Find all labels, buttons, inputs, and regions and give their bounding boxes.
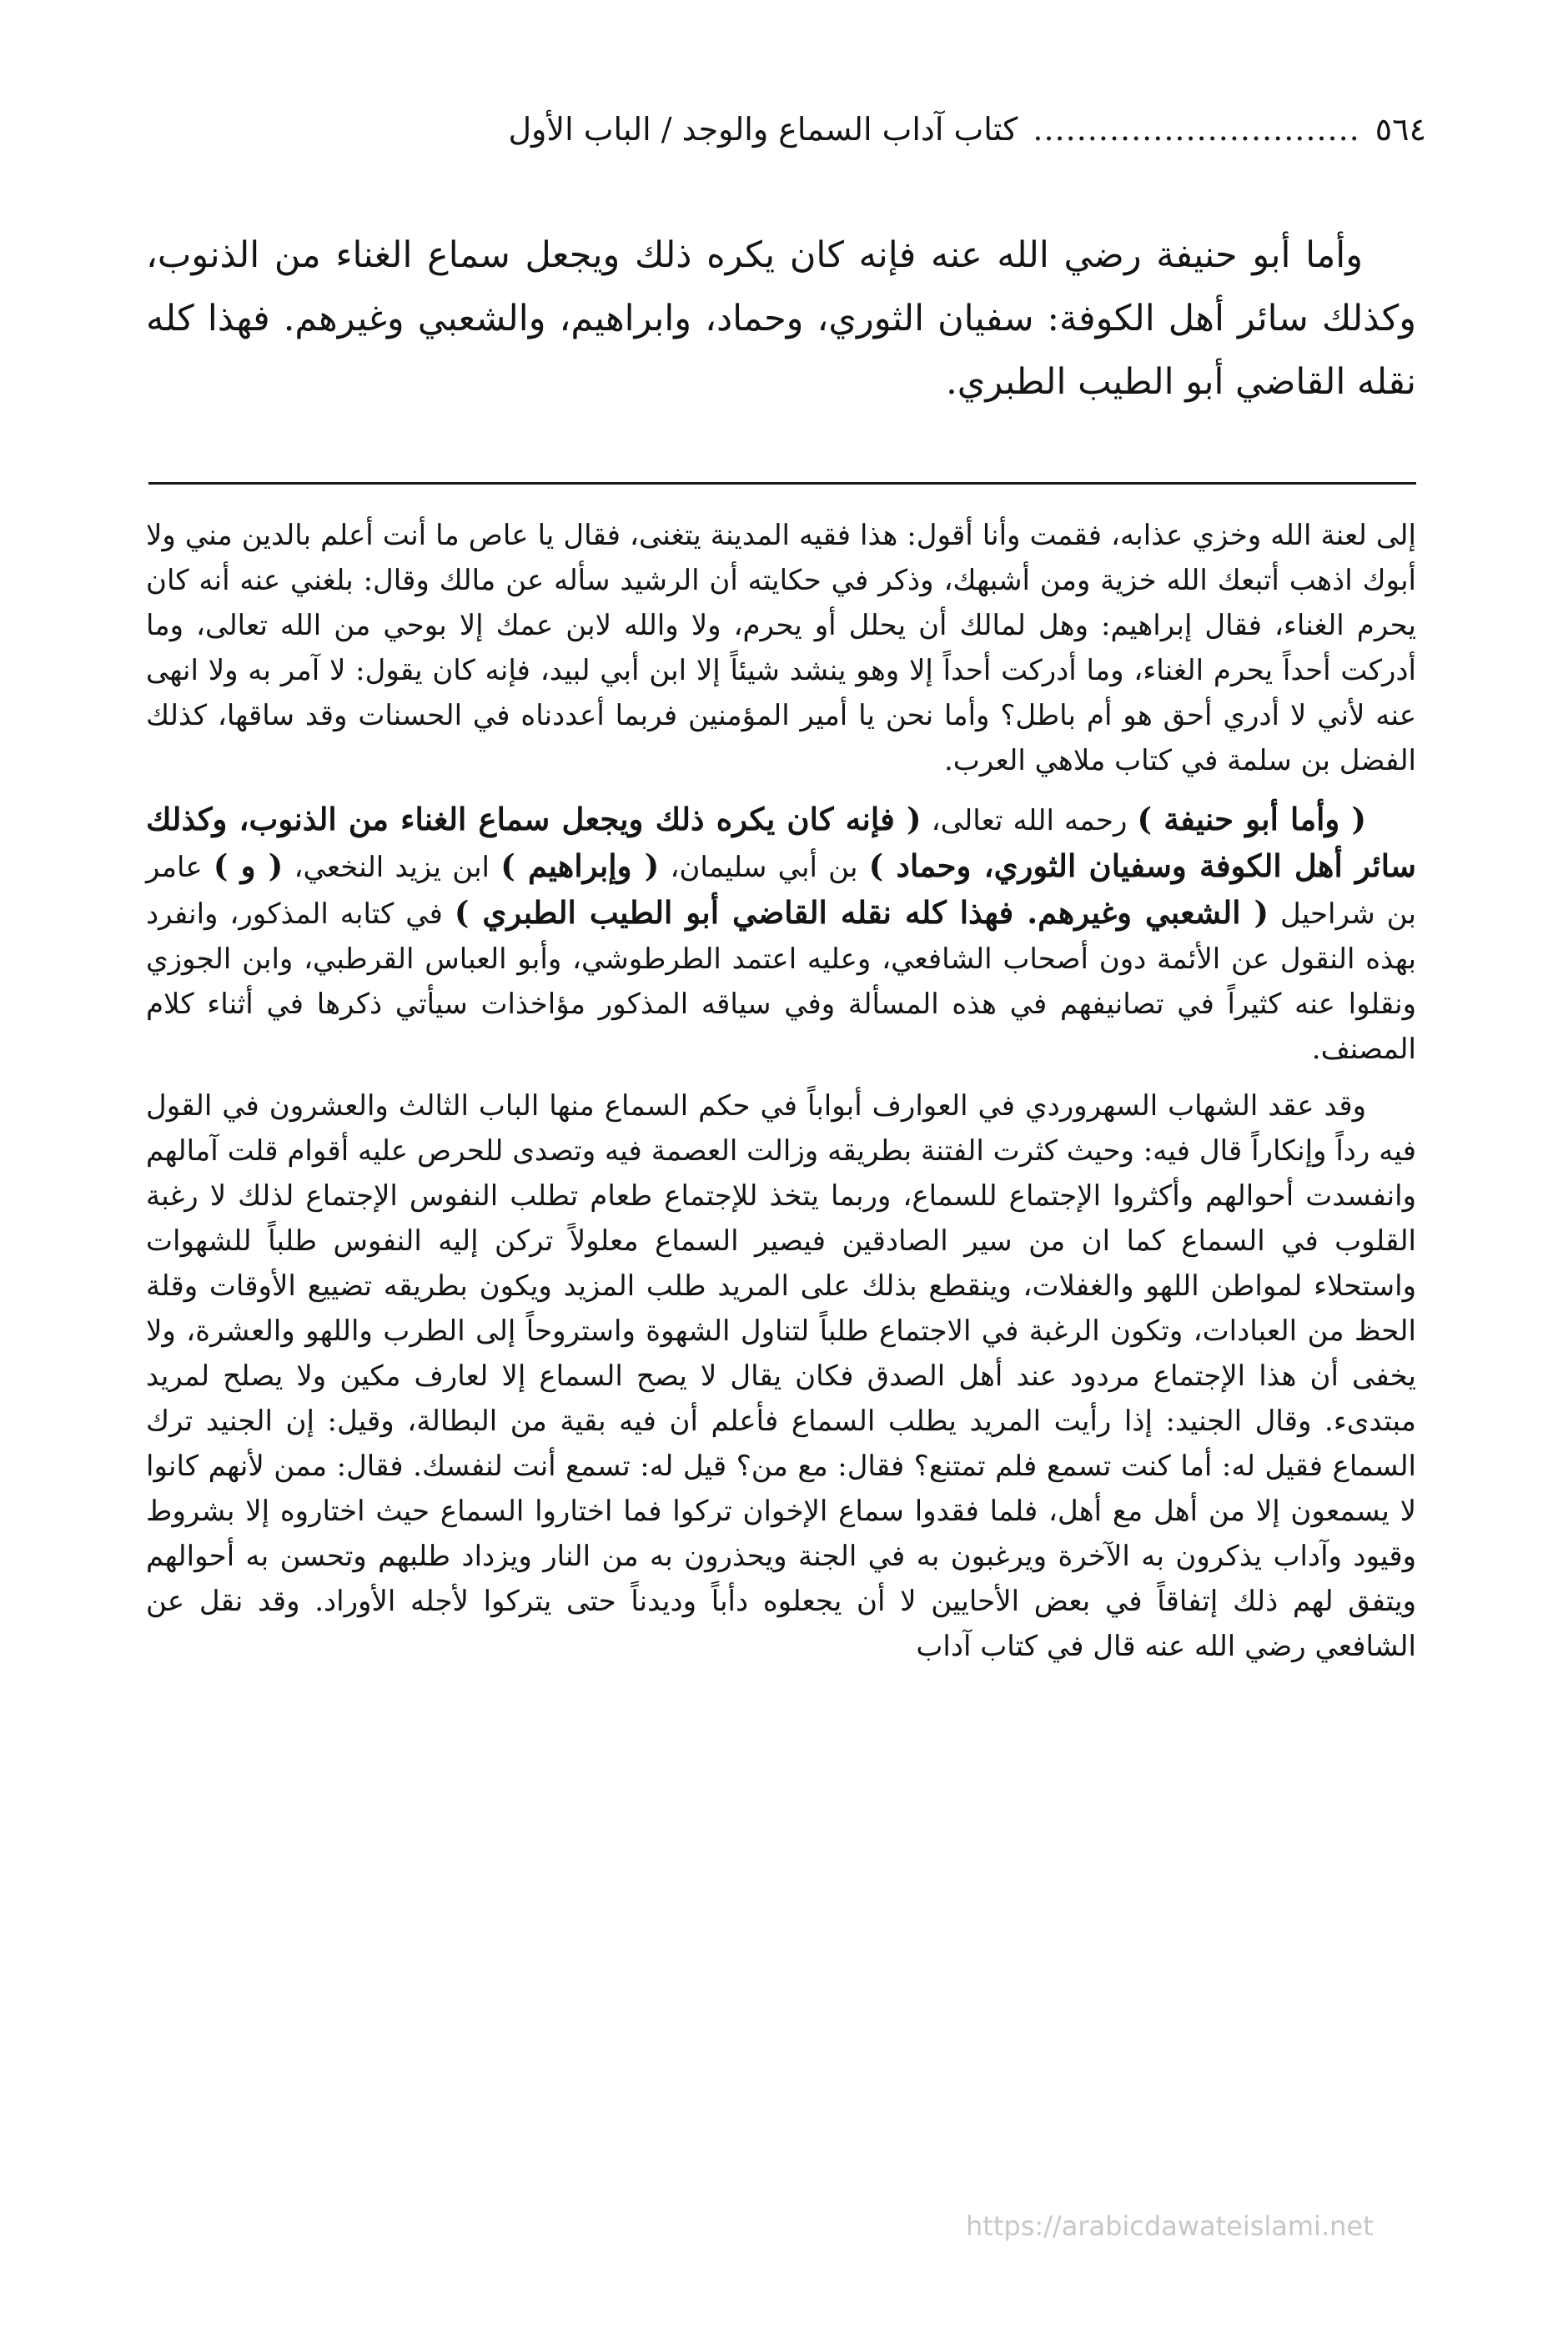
commentary-text: رحمه الله تعالى، bbox=[921, 804, 1138, 837]
quoted-matn: ( وأما أبو حنيفة ) bbox=[1137, 801, 1366, 837]
commentary-text: عامر بن شراحيل bbox=[146, 851, 1417, 931]
source-watermark: https://arabicdawateislami.net bbox=[966, 2210, 1374, 2242]
commentary-paragraph: إلى لعنة الله وخزي عذابه، فقمت وأنا أقول: هذا فقيه المدينة يتغنى، فقال يا عاص ما أنت أعلم بالدين مني ولا أبوك اذهب أتبعك الله خزية ومن أشبهك، وذكر في حكايته أن الرشيد سأله عن مالك وقال: بلغني عنه أنه كان يحرم الغناء، فقال إبراهيم: وهل لمالك أن يحلل أو يحرم، ولا والله لابن عمك إلا بوحي من الله تعالى، وما أدركت أحداً يحرم الغناء، وما أدركت أحداً إلا وهو ينشد شيئاً إلا ابن أبي لبيد، فإنه كان يقول: لا آمر به ولا انهى عنه لأني لا أدري أحق هو أم باطل؟ وأما نحن يا أمير المؤمنين فربما أعددناه في الحسنات وقد ساقها، كذلك الفضل بن سلمة في كتاب ملاهي العرب. bbox=[146, 519, 1416, 777]
quoted-matn: ( الشعبي وغيرهم. فهذا كله نقله القاضي أبو الطيب الطبري ) bbox=[454, 894, 1269, 931]
commentary-text: بن أبي سليمان، bbox=[659, 851, 869, 884]
commentary-text: في كتابه المذكور، وانفرد بهذه النقول عن الأئمة دون أصحاب الشافعي، وعليه اعتمد الطرطوشي، وأبو العباس القرطبي، وابن الجوزي ونقلوا عنه كثيراً في تصانيفهم في هذه المسألة وفي سياقه المذكور مؤاخذات سيأتي ذكرها في أثناء كلام المصنف. bbox=[146, 897, 1416, 1066]
quoted-matn: ( فإنه كان يكره ذلك ويجعل سماع الغناء من الذنوب، وكذلك سائر أهل الكوفة وسفيان الثوري، وحماد ) bbox=[146, 801, 1417, 884]
commentary-paragraph: وقد عقد الشهاب السهروردي في العوارف أبواباً في حكم السماع منها الباب الثالث والعشرون في القول فيه رداً وإنكاراً قال فيه: وحيث كثرت الفتنة بطريقه وزالت العصمة فيه وتصدى للحرص عليه أقوام قلت آمالهم وانفسدت أحوالهم وأكثروا الإجتماع للسماع، وربما يتخذ للإجتماع طعام تطلب النفوس الإجتماع لذلك لا رغبة القلوب في السماع كما ان من سير الصادقين فيصير السماع معلولاً تركن إليه النفوس طلباً للشهوات واستحلاء لمواطن اللهو والغفلات، وينقطع بذلك على المريد طلب المزيد ويكون بطريقه تضييع الأوقات وقلة الحظ من العبادات، وتكون الرغبة في الاجتماع طلباً لتناول الشهوة واستروحاً إلى الطرب واللهو والعشرة، ولا يخفى أن هذا الإجتماع مردود عند أهل الصدق فكان يقال لا يصح السماع إلا لعارف مكين ولا يصلح لمريد مبتدىء. وقال الجنيد: إذا رأيت المريد يطلب السماع فأعلم أن فيه بقية من البطالة، وقيل: إن الجنيد ترك السماع فقيل له: أما كنت تسمع فلم تمتنع؟ فقال: مع من؟ قيل له: تسمع أنت لنفسك. فقال: ممن لأنهم كانوا لا يسمعون إلا من أهل مع أهل، فلما فقدوا سماع الإخوان تركوا فما اختاروا السماع حيث اختاروه إلا بشروط وقيود وآداب يذكرون به الآخرة ويرغبون به في الجنة ويحذرون به من النار ويزداد طلبهم وتحسن به أحوالهم ويتفق لهم ذلك إتفاقاً في بعض الأحايين لا أن يجعلوه دأباً وديدناً حتى يتركوا لأجله الأوراد. وقد نقل عن الشافعي رضي الله عنه قال في كتاب آداب bbox=[146, 1089, 1416, 1663]
quoted-matn: ( و ) bbox=[213, 847, 284, 884]
footnote-separator-rule bbox=[148, 482, 1416, 485]
header-dot-leader: .............................. bbox=[1033, 111, 1360, 148]
commentary-paragraph bbox=[146, 797, 1416, 1072]
quoted-matn: ( وإبراهيم ) bbox=[500, 847, 660, 884]
running-title: كتاب آداب السماع والوجد / الباب الأول bbox=[508, 111, 1018, 148]
main-text: وأما أبو حنيفة رضي الله عنه فإنه كان يكره ذلك ويجعل سماع الغناء من الذنوب، وكذلك سائر أهل الكوفة: سفيان الثوري، وحماد، وابراهيم، والشعبي وغيرهم. فهذا كله نقله القاضي أبو الطيب الطبري. bbox=[146, 234, 1416, 403]
commentary-block bbox=[146, 513, 1416, 1669]
commentary-text: ابن يزيد النخعي، bbox=[283, 851, 501, 884]
running-header bbox=[142, 108, 1426, 150]
page-number: ٥٦٤ bbox=[1375, 111, 1426, 148]
